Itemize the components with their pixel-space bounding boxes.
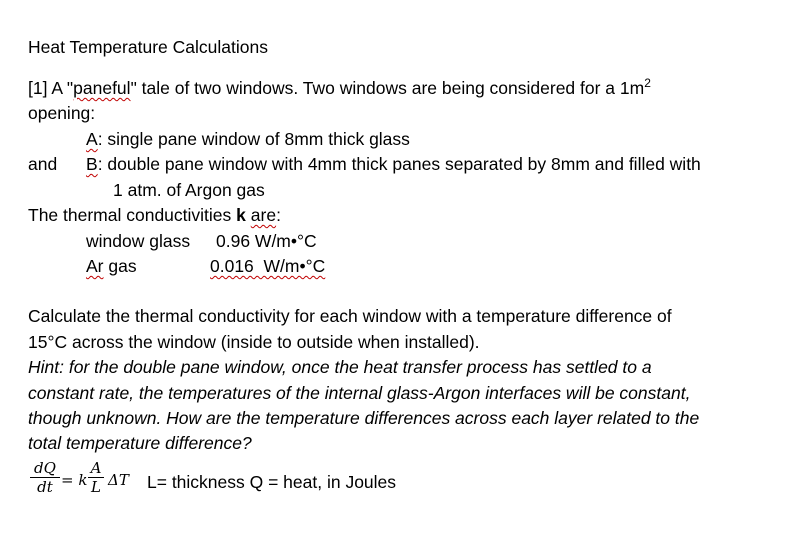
page-title: Heat Temperature Calculations [28,37,268,57]
formula-rhs-denominator: L [91,478,101,496]
formula-legend: L= thickness Q = heat, in Joules [147,472,397,492]
formula-lhs-denominator: dt [37,478,53,496]
material-glass-value: 0.96 W/m•°C [216,231,317,251]
formula-rhs-fraction [88,460,104,497]
material-glass-name: window glass [86,231,191,251]
formula-lhs-fraction [30,460,60,497]
option-a [86,128,410,150]
material-argon-symbol: Ar [86,256,104,276]
hint-line-2: constant rate, the temperatures of the internal glass-Argon interfaces will be constant, [28,383,691,403]
option-b [86,153,701,175]
formula-equals-k: = k [61,471,88,489]
hint-line-4: total temperature difference? [28,433,252,453]
formula-rhs-numerator: A [88,460,104,478]
option-a-letter: A [86,129,98,149]
task-line-2: 15°C across the window (inside to outside when installed). [28,332,480,352]
intro-word-paneful: paneful [73,78,131,98]
task-line-1: Calculate the thermal conductivity for each window with a temperature difference of [28,306,672,326]
hint-line-1: Hint: for the double pane window, once the heat transfer process has settled to a [28,357,652,377]
option-b-letter: B [86,154,98,174]
option-b-line-2: 1 atm. of Argon gas [113,180,265,200]
hint-line-3: though unknown. How are the temperature differences across each layer related to the [28,408,700,428]
intro-exponent: 2 [644,76,651,90]
and-label: and [28,154,58,174]
formula-delta-t: ΔT [108,471,129,489]
intro-line [28,77,651,99]
intro-prefix: [1] A " [28,78,74,98]
conductivity-k: k [236,205,246,225]
conductivity-are: are [250,205,277,225]
conductivity-intro-text: The thermal conductivities [28,205,237,225]
option-b-text: : double pane window with 4mm thick panes separated by 8mm and filled with [97,154,701,174]
material-argon-value: 0.016 W/m•°C [210,256,326,276]
material-argon-suffix: gas [103,256,137,276]
formula-lhs-numerator: dQ [30,460,60,478]
conductivity-intro [28,204,281,226]
intro-suffix: " tale of two windows. Two windows are being considered for a 1m [130,78,645,98]
intro-line-2: opening: [28,103,96,123]
conductivity-colon: : [276,205,281,225]
material-argon-name [86,255,137,277]
option-a-text: : single pane window of 8mm thick glass [97,129,410,149]
